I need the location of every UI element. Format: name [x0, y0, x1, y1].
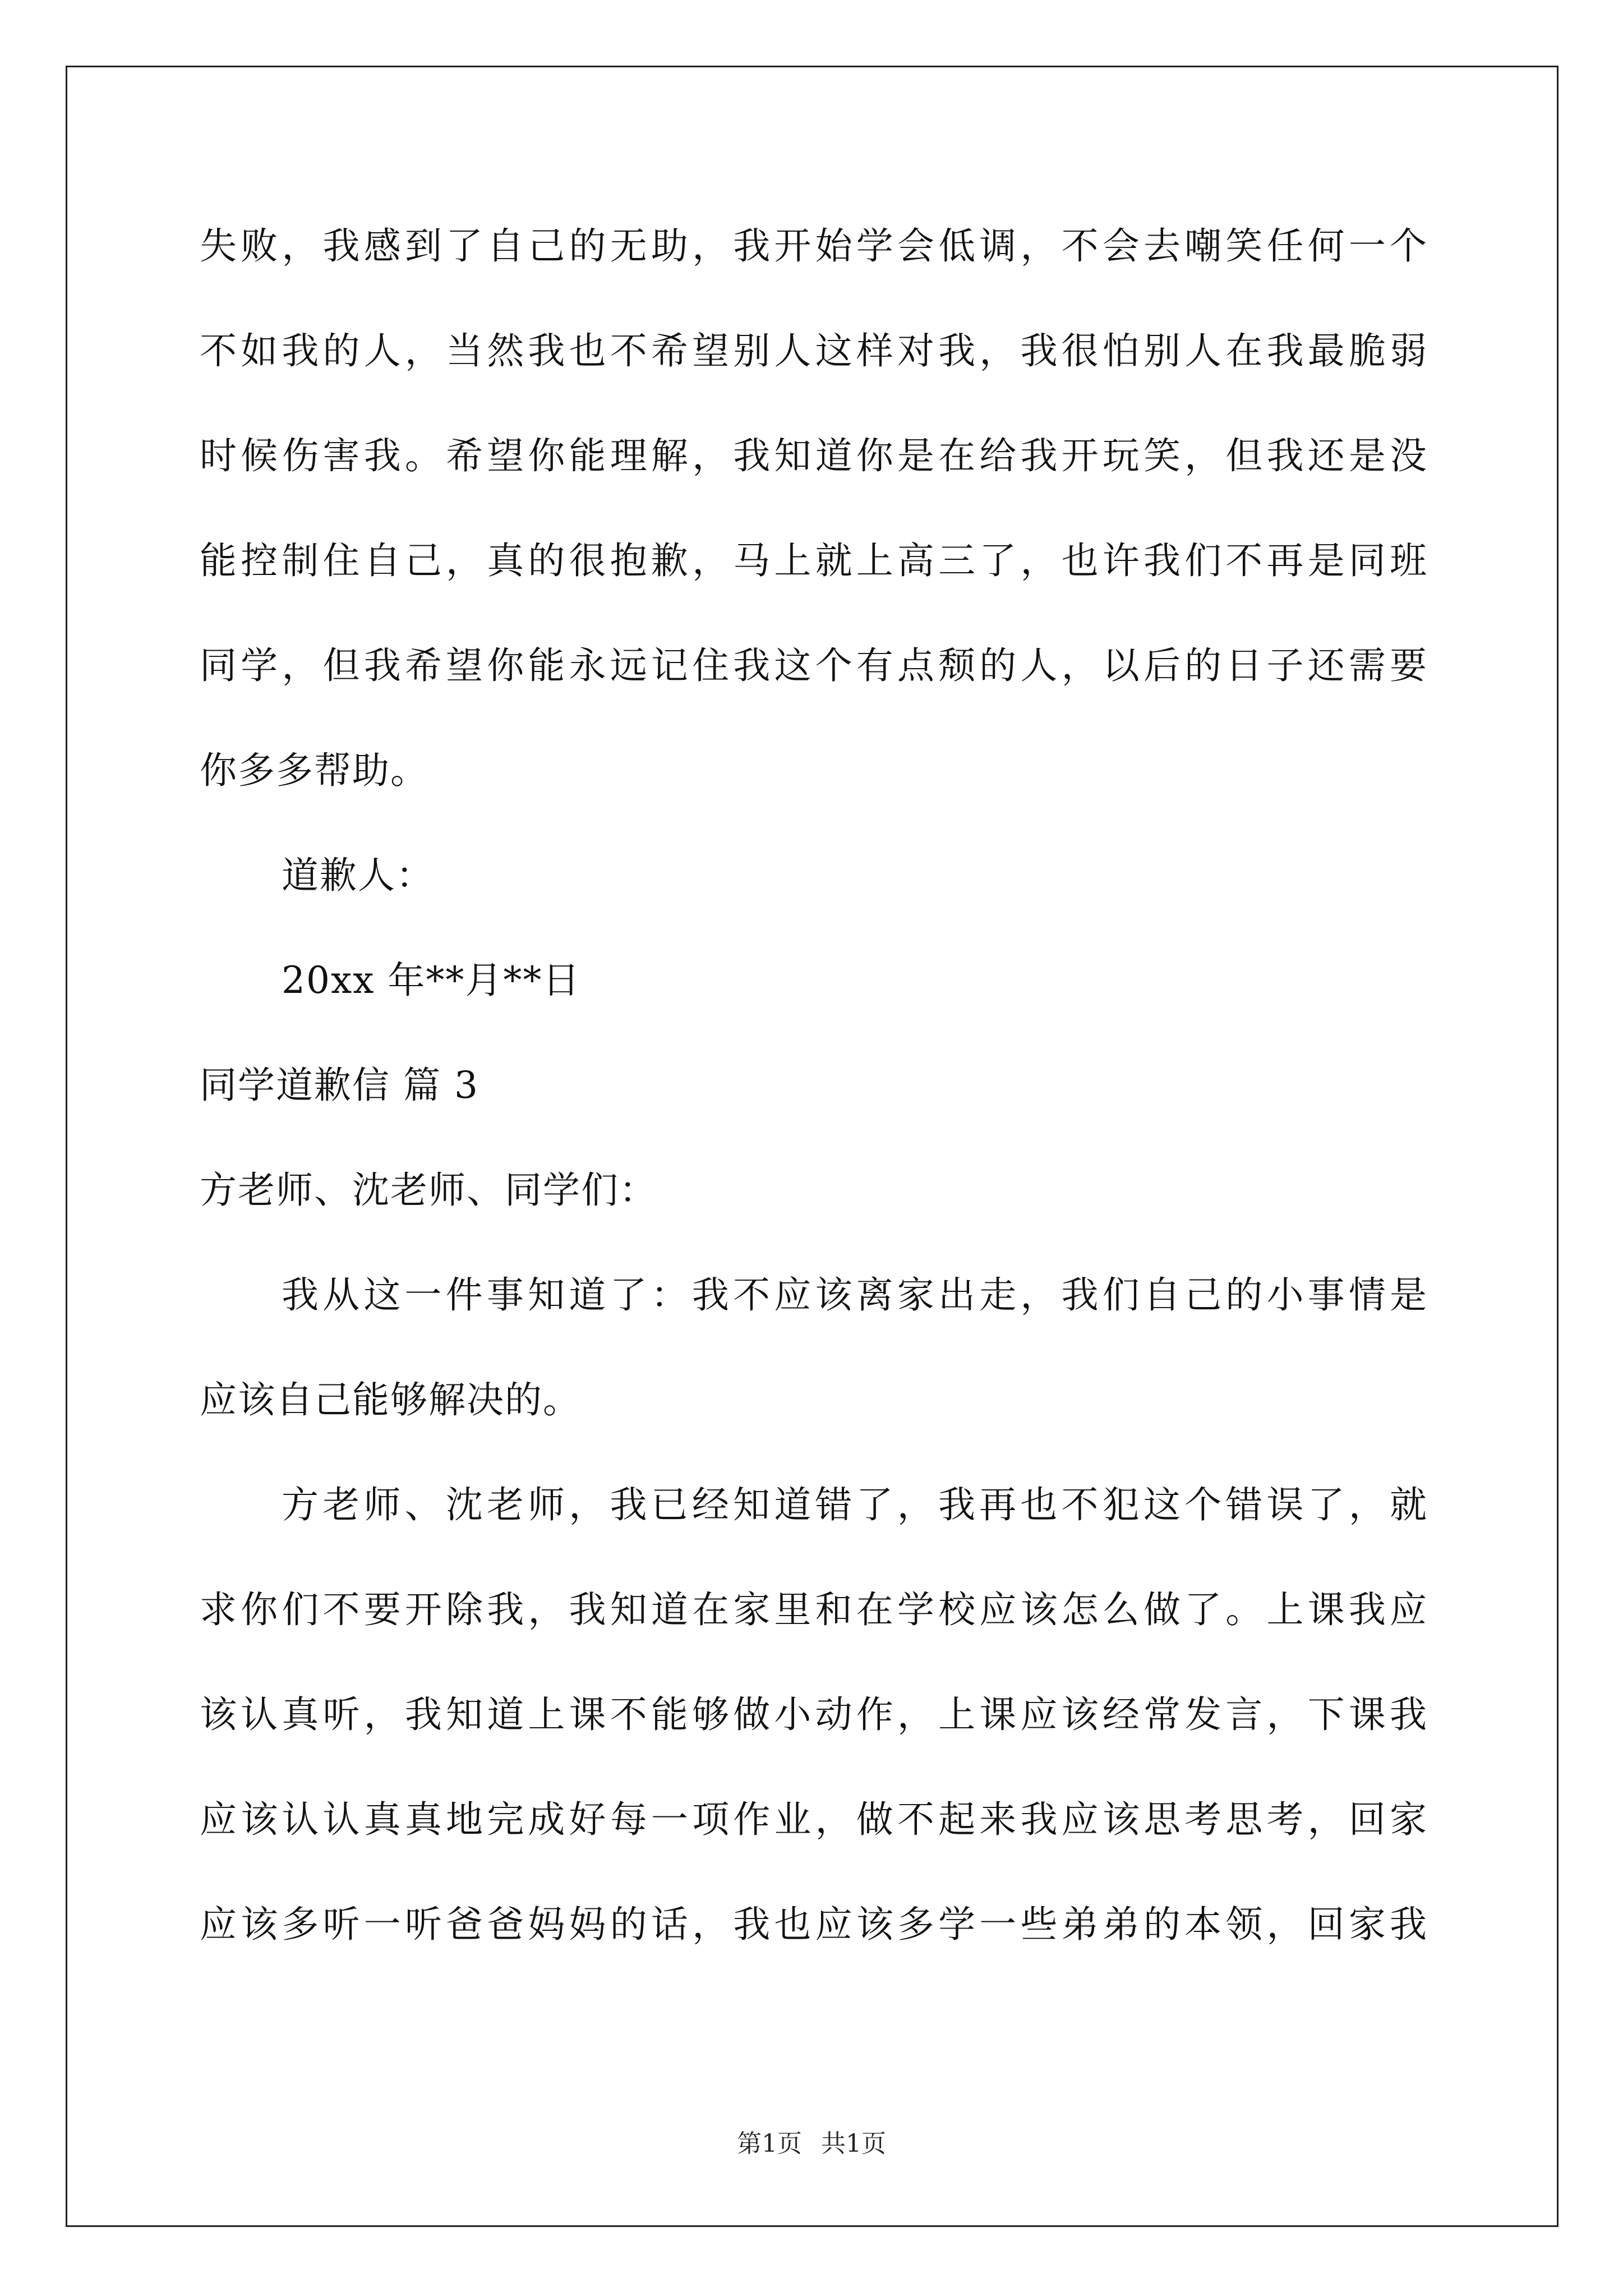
body-line-13: 方老师、沈老师，我已经知道错了，我再也不犯这个错误了，就 — [282, 1483, 1428, 1526]
body-line-6: 你多多帮助。 — [200, 749, 428, 792]
body-line-4: 能控制住自己，真的很抱歉，马上就上高三了，也许我们不再是同班 — [200, 539, 1428, 582]
body-line-14: 求你们不要开除我，我知道在家里和在学校应该怎么做了。上课我应 — [200, 1588, 1428, 1631]
page-number-footer: 第1页 共1页 — [737, 2129, 886, 2158]
body-line-1: 失败，我感到了自己的无助，我开始学会低调，不会去嘲笑任何一个 — [200, 224, 1428, 268]
body-line-16: 应该认认真真地完成好每一项作业，做不起来我应该思考思考，回家 — [200, 1798, 1428, 1841]
body-line-15: 该认真听，我知道上课不能够做小动作，上课应该经常发言，下课我 — [200, 1693, 1428, 1736]
body-line-5: 同学，但我希望你能永远记住我这个有点颓的人，以后的日子还需要 — [200, 644, 1428, 687]
body-line-11: 我从这一件事知道了：我不应该离家出走，我们自己的小事情是 — [282, 1273, 1428, 1317]
body-line-3: 时候伤害我。希望你能理解，我知道你是在给我开玩笑，但我还是没 — [200, 434, 1428, 477]
body-line-12: 应该自己能够解决的。 — [200, 1378, 581, 1421]
letter-salutation: 方老师、沈老师、同学们： — [200, 1168, 657, 1212]
body-line-17: 应该多听一听爸爸妈妈的话，我也应该多学一些弟弟的本领，回家我 — [200, 1903, 1428, 1946]
signature-date: 20xx 年**月**日 — [282, 959, 581, 1002]
section-heading: 同学道歉信 篇 3 — [200, 1064, 479, 1107]
body-line-2: 不如我的人，当然我也不希望别人这样对我，我很怕别人在我最脆弱 — [200, 329, 1428, 372]
signature-apologizer: 道歉人： — [282, 854, 434, 897]
